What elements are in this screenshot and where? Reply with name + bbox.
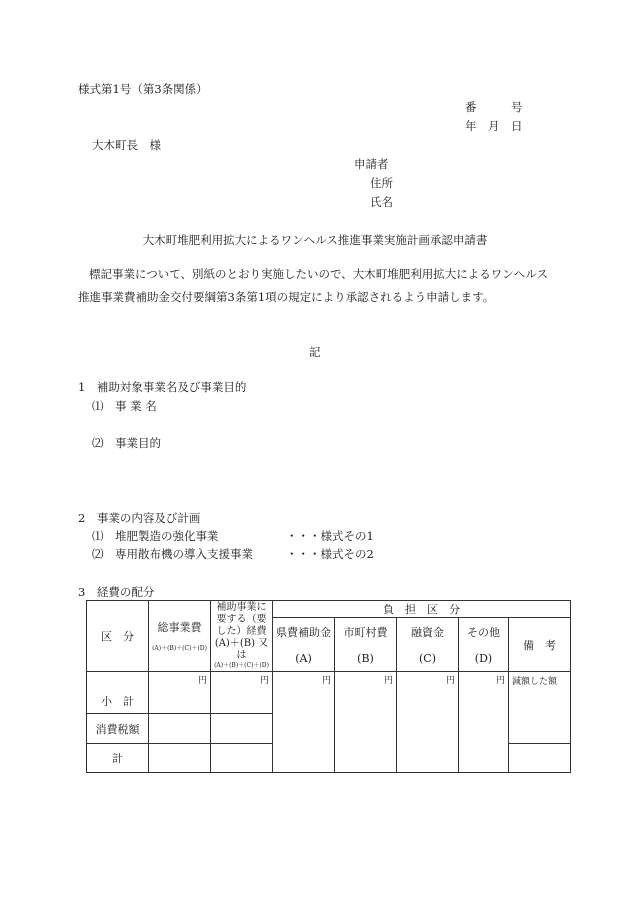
cell-note-total xyxy=(509,744,571,773)
cell-note-reduced: 減額した額 xyxy=(509,672,571,744)
cell-town-subtotal: 円 xyxy=(335,672,397,773)
row-tax-label: 消費税額 xyxy=(87,714,149,744)
cell-pref-subtotal: 円 xyxy=(273,672,335,773)
cell-loan-subtotal: 円 xyxy=(397,672,459,773)
header-loan: 融資金 (C) xyxy=(397,618,459,672)
cell-other-subtotal: 円 xyxy=(459,672,509,773)
header-pref-subsidy: 県費補助金 (A) xyxy=(273,618,335,672)
section1-item1: ⑴ 事 業 名 xyxy=(92,399,157,413)
section2-heading: 2 事業の内容及び計画 xyxy=(78,511,201,525)
row-subtotal-label: 小 計 xyxy=(87,672,149,714)
header-total: 総事業費 (A)＋(B)＋(C)＋(D) xyxy=(149,601,211,672)
document-title: 大木町堆肥利用拡大によるワンヘルス推進事業実施計画承認申請書 xyxy=(142,233,488,247)
address-label: 住所 xyxy=(370,176,393,190)
row-total-label: 計 xyxy=(87,744,149,773)
section2-item1-ref: ・・・様式その1 xyxy=(286,529,374,543)
header-burden: 負 担 区 分 xyxy=(273,601,571,618)
header-note: 備 考 xyxy=(509,618,571,672)
cell-total-tax xyxy=(149,714,211,744)
cell-total-total xyxy=(149,744,211,773)
cell-subsidy-total xyxy=(211,744,273,773)
section2-item2-label: ⑵ 専用散布機の導入支援事業 xyxy=(92,547,253,561)
section2-item1-label: ⑴ 堆肥製造の強化事業 xyxy=(92,529,219,543)
section3-heading: 3 経費の配分 xyxy=(78,585,155,599)
header-other: その他 (D) xyxy=(459,618,509,672)
ki-label: 記 xyxy=(309,345,321,359)
section2-item2-ref: ・・・様式その2 xyxy=(286,547,374,561)
document-number-label: 番 号 xyxy=(465,100,523,114)
applicant-label: 申請者 xyxy=(354,157,389,171)
header-kubun: 区 分 xyxy=(87,601,149,672)
header-town-cost: 市町村費 (B) xyxy=(335,618,397,672)
cell-subsidy-subtotal: 円 xyxy=(211,672,273,714)
section1-item2: ⑵ 事業目的 xyxy=(92,436,161,450)
cost-allocation-table xyxy=(86,600,571,773)
header-subsidy-cost: 補助事業に 要する（要 した）経費 (A)＋(B) 又は (A)＋(B)＋(C)＋(D) xyxy=(211,601,273,672)
addressee: 大木町長 様 xyxy=(92,138,161,152)
body-text: 標記事業について、別紙のとおり実施したいので、大木町堆肥利用拡大によるワンヘルス推進事業費補助金交付要綱第3条第1項の規定により承認されるよう申請します。 xyxy=(78,267,548,304)
section1-heading: 1 補助対象事業名及び事業目的 xyxy=(78,380,247,394)
cell-subsidy-tax xyxy=(211,714,273,744)
form-number: 様式第1号（第3条関係） xyxy=(78,82,208,96)
date-label: 年 月 日 xyxy=(465,119,523,133)
name-label: 氏名 xyxy=(370,195,393,209)
cell-total-subtotal: 円 xyxy=(149,672,211,714)
